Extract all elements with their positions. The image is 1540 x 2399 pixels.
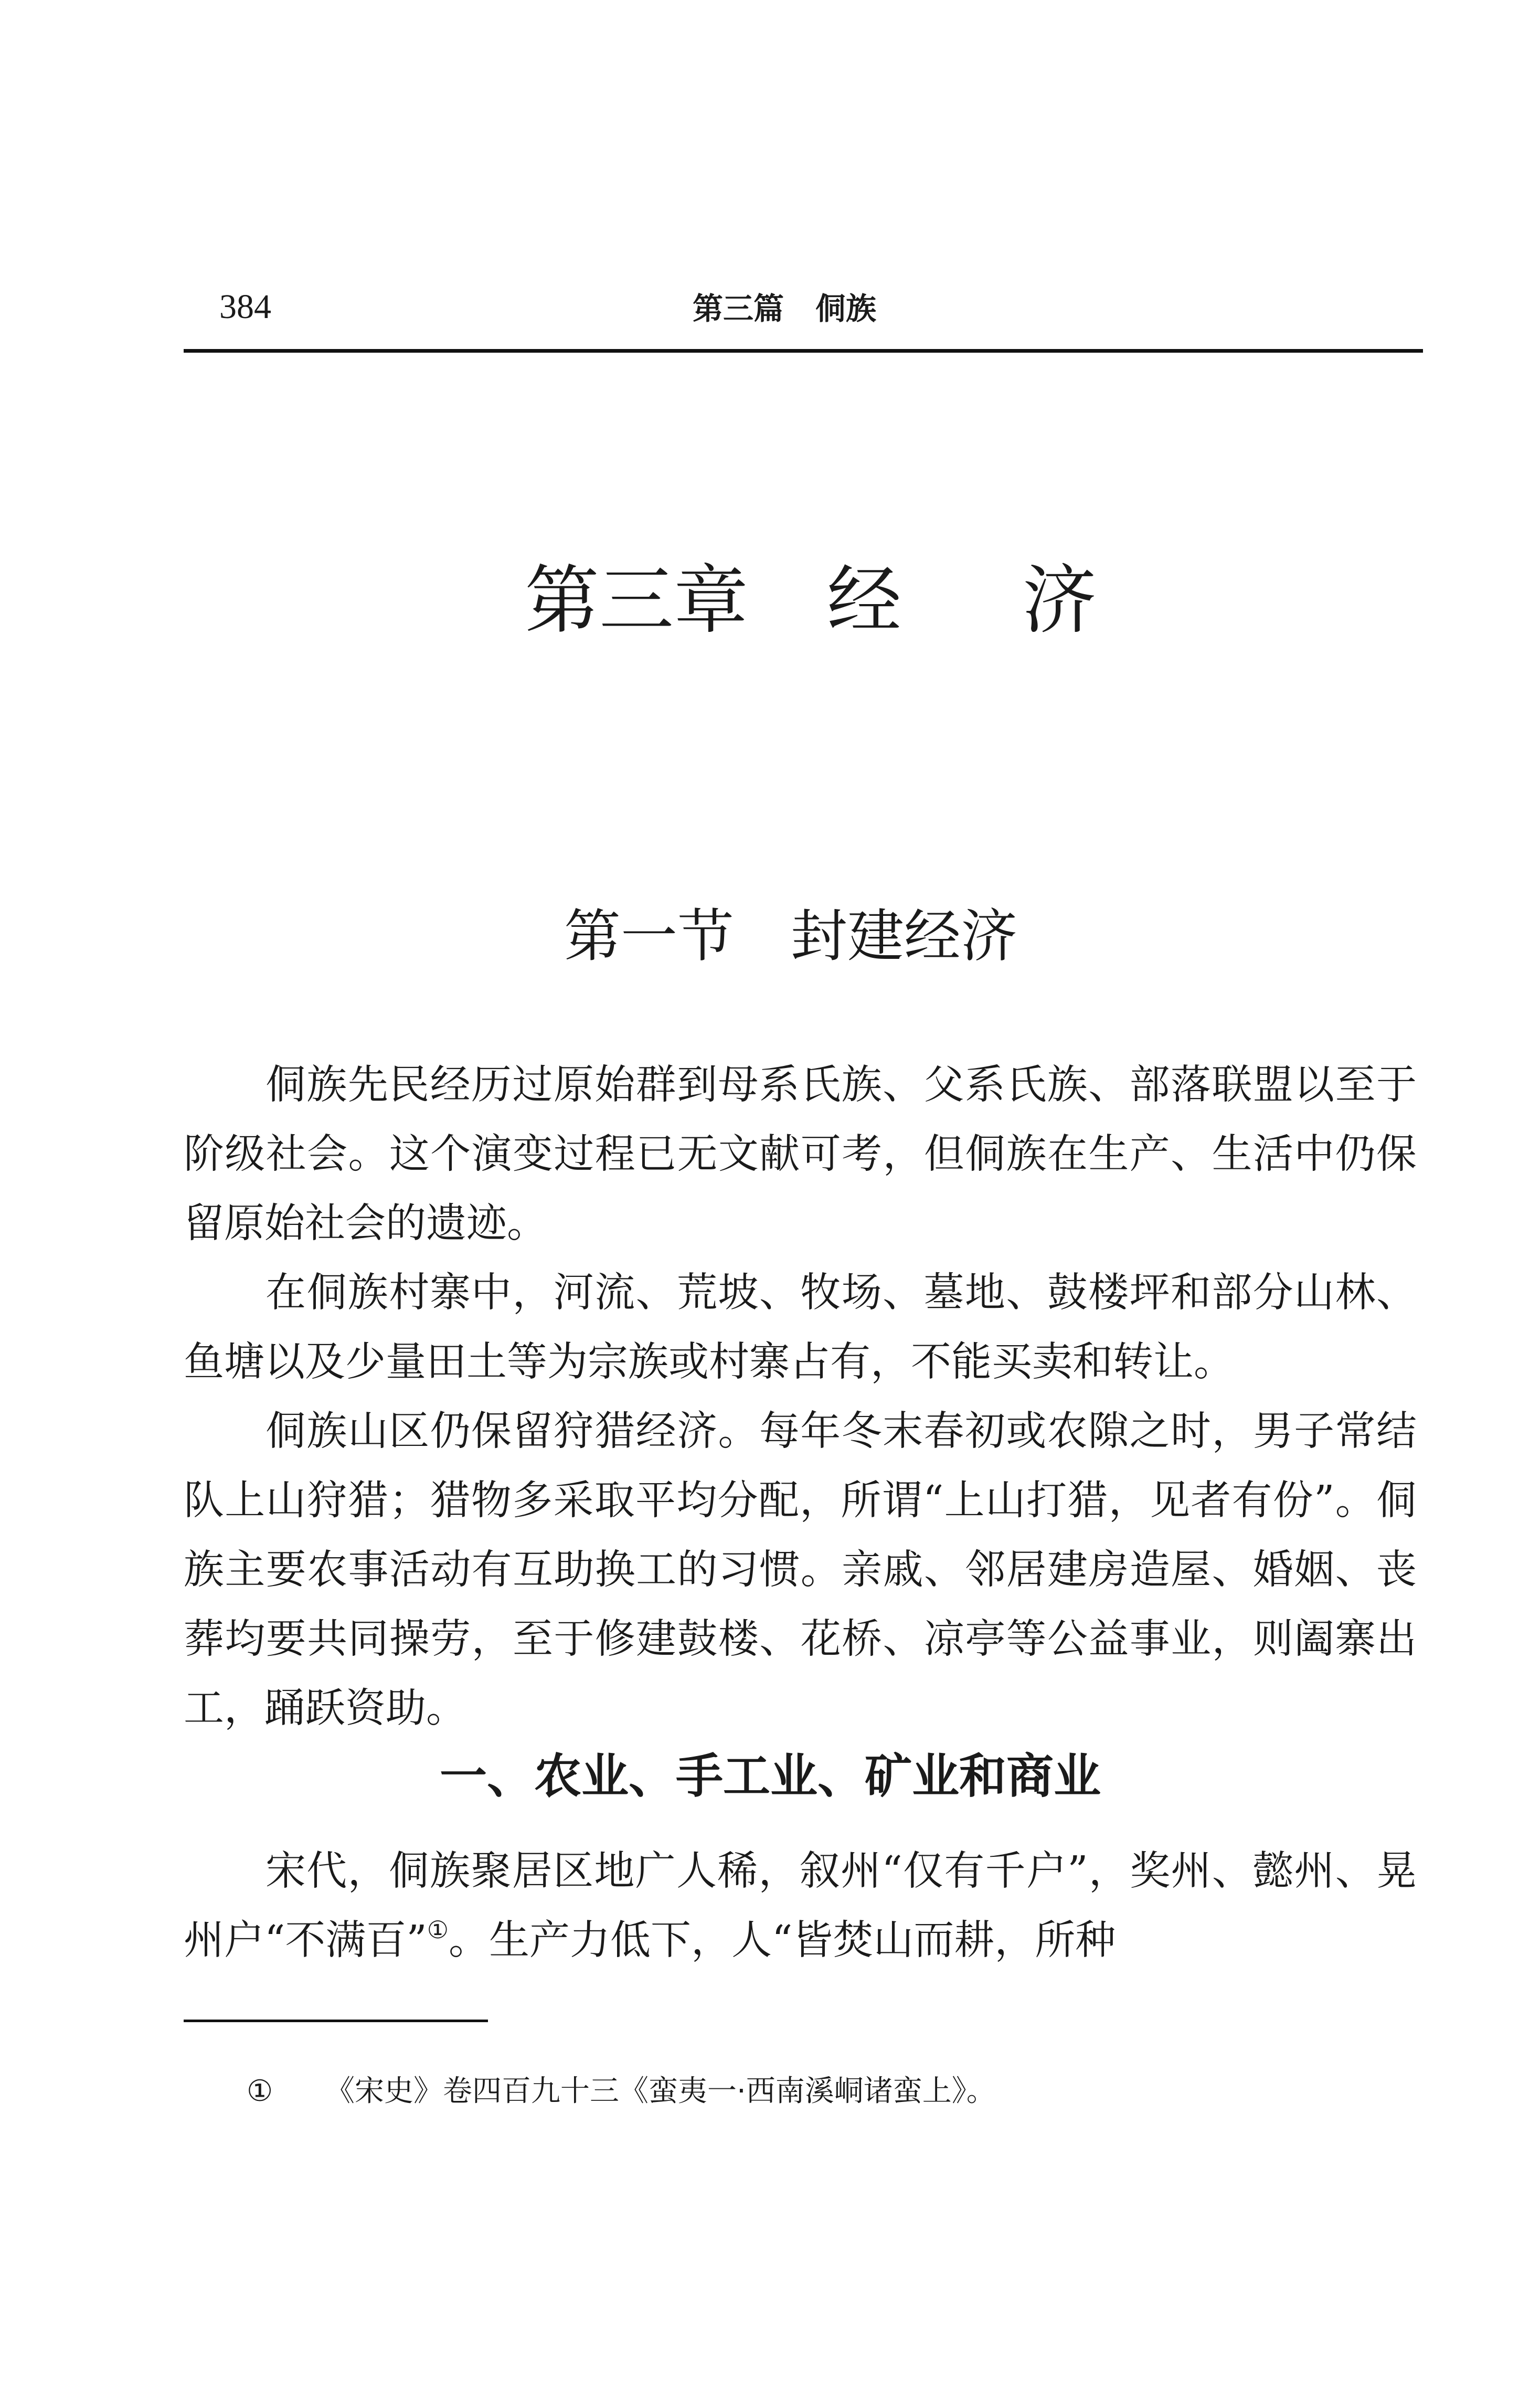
footnote-reference[interactable]: ① (427, 1916, 449, 1944)
subsection-heading: 一、农业、手工业、矿业和商业 (440, 1749, 1101, 1804)
chapter-number: 第三章 (525, 557, 748, 644)
footnote-rule (184, 2020, 488, 2022)
paragraph-text-after-ref: 。生产力低下，人“皆焚山而耕，所种 (448, 1917, 1116, 1964)
running-head-part: 第三篇 (693, 291, 784, 326)
paragraph-text-before-ref: 宋代，侗族聚居区地广人稀，叙州“仅有千户”，奖州、懿州、晃州户“不满百” (184, 1848, 1417, 1964)
section-title: 第一节 封建经济 (564, 904, 1018, 969)
chapter-title-char-2: 济 (1022, 557, 1097, 644)
running-head (693, 288, 876, 330)
paragraph: 侗族山区仍保留狩猎经济。每年冬末春初或农隙之时，男子常结队上山狩猎；猎物多采取平均分配，所谓“上山打猎，见者有份”。侗族主要农事活动有互助换工的习惯。亲戚、邻居建房造屋、婚姻、丧葬均要共同操劳，至于修建鼓楼、花桥、凉亭等公益事业，则阖寨出工，踊跃资助。 (184, 1408, 1417, 1732)
body-text (184, 1051, 1417, 1743)
paragraph: 侗族先民经历过原始群到母系氏族、父系氏族、部落联盟以至于阶级社会。这个演变过程已无文献可考，但侗族在生产、生活中仍保留原始社会的遗迹。 (184, 1062, 1417, 1247)
subsection-body (184, 1837, 1417, 1975)
chapter-title-char-1: 经 (827, 557, 901, 644)
page-number: 384 (219, 288, 271, 326)
header-rule (184, 349, 1423, 353)
footnote (247, 2070, 996, 2112)
footnote-text: 《宋史》卷四百九十三《蛮夷一·西南溪峒诸蛮上》。 (325, 2074, 996, 2108)
paragraph: 在侗族村寨中，河流、荒坡、牧场、墓地、鼓楼坪和部分山林、鱼塘以及少量田土等为宗族或村寨占有，不能买卖和转让。 (184, 1270, 1417, 1386)
footnote-marker: ① (247, 2074, 273, 2108)
paragraph (184, 1837, 1417, 1975)
chapter-title (525, 556, 1097, 646)
running-head-title: 侗族 (815, 291, 877, 326)
